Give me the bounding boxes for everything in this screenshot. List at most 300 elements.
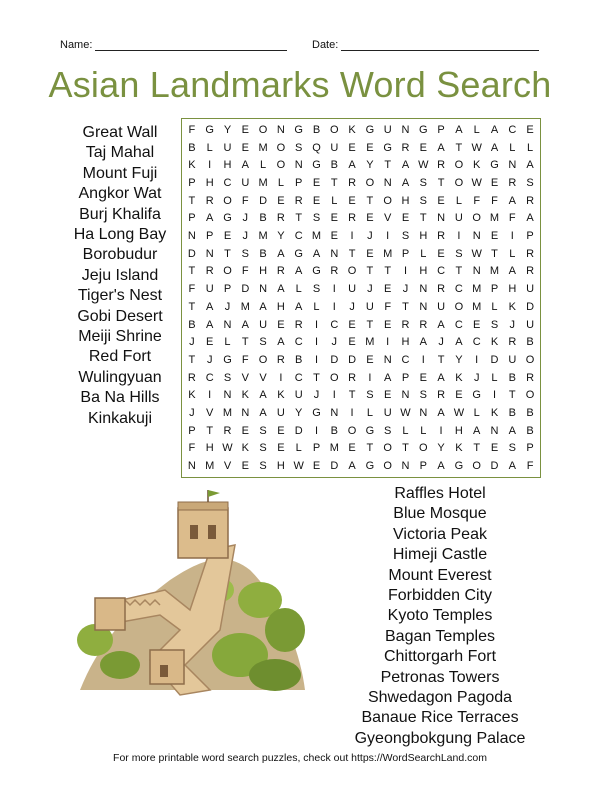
grid-letter: E — [277, 442, 285, 455]
grid-letter: D — [330, 353, 339, 366]
grid-letter: O — [258, 353, 268, 366]
grid-letter: P — [437, 123, 445, 136]
grid-letter: C — [437, 265, 446, 278]
grid-letter: E — [330, 212, 338, 225]
grid-letter: T — [366, 318, 374, 331]
grid-letter: I — [403, 265, 408, 278]
grid-letter: T — [313, 371, 320, 384]
grid-letter: A — [259, 407, 267, 420]
grid-letter: A — [206, 318, 214, 331]
grid-letter: A — [508, 194, 516, 207]
grid-letter: A — [384, 371, 392, 384]
grid-letter: T — [402, 300, 409, 313]
grid-letter: T — [330, 176, 338, 189]
grid-letter: E — [277, 194, 285, 207]
name-label: Name: — [60, 39, 93, 51]
grid-letter: T — [366, 194, 374, 207]
grid-letter: C — [294, 371, 303, 384]
grid-letter: L — [491, 371, 498, 384]
grid-letter: G — [312, 407, 321, 420]
grid-letter: E — [419, 371, 427, 384]
word-list-item: Himeji Castle — [392, 546, 488, 564]
word-search-grid — [181, 118, 541, 478]
grid-letter: P — [295, 176, 303, 189]
grid-letter: O — [454, 300, 464, 313]
grid-letter: A — [295, 300, 303, 313]
grid-letter: O — [347, 265, 357, 278]
grid-letter: N — [187, 460, 196, 473]
grid-letter: I — [439, 424, 443, 437]
grid-letter: S — [223, 371, 232, 384]
grid-letter: T — [206, 424, 214, 437]
grid-letter: G — [472, 389, 481, 402]
footer-text: For more printable word search puzzles, check out https://WordSearchLand.com — [113, 752, 487, 764]
grid-letter: A — [437, 460, 445, 473]
grid-letter: N — [472, 265, 481, 278]
grid-letter: I — [510, 230, 514, 243]
grid-letter: R — [348, 212, 357, 225]
grid-letter: D — [330, 460, 339, 473]
grid-letter: N — [419, 407, 428, 420]
grid-letter: G — [454, 460, 464, 473]
grid-letter: P — [188, 424, 196, 437]
grid-letter: V — [384, 212, 392, 225]
grid-letter: N — [401, 123, 410, 136]
grid-letter: S — [455, 247, 463, 260]
grid-letter: F — [526, 460, 534, 473]
grid-letter: J — [331, 336, 338, 349]
grid-letter: P — [419, 460, 427, 473]
grid-letter: L — [260, 159, 267, 172]
grid-letter: A — [241, 159, 249, 172]
grid-letter: S — [419, 389, 427, 402]
grid-letter: I — [314, 424, 319, 437]
grid-letter: E — [384, 283, 392, 296]
grid-letter: U — [241, 176, 250, 189]
grid-letter: W — [471, 176, 482, 189]
grid-letter: E — [348, 318, 356, 331]
grid-letter: C — [401, 353, 410, 366]
grid-letter: I — [208, 159, 212, 172]
grid-letter: I — [386, 230, 390, 243]
grid-letter: O — [419, 442, 428, 455]
word-list-item: Kinkakuji — [87, 409, 153, 427]
grid-letter: E — [490, 442, 499, 455]
grid-letter: A — [437, 318, 445, 331]
grid-letter: E — [366, 247, 374, 260]
word-list-item: Meiji Shrine — [78, 328, 162, 346]
grid-letter: K — [455, 371, 463, 384]
grid-letter: M — [365, 336, 375, 349]
grid-letter: Y — [223, 123, 232, 136]
grid-letter: I — [475, 353, 479, 366]
grid-letter: O — [454, 159, 464, 172]
name-line — [95, 38, 287, 51]
grid-letter: O — [472, 460, 481, 473]
grid-letter: E — [223, 230, 232, 243]
grid-letter: F — [241, 265, 249, 278]
grid-letter: A — [437, 141, 445, 154]
grid-letter: A — [473, 424, 481, 437]
grid-letter: O — [472, 212, 481, 225]
word-list-item: Gyeongbokgung Palace — [354, 729, 526, 747]
grid-letter: W — [400, 407, 411, 420]
grid-letter: B — [188, 318, 196, 331]
grid-letter: D — [294, 424, 303, 437]
grid-letter: R — [437, 230, 446, 243]
grid-letter: S — [259, 336, 267, 349]
grid-letter: W — [418, 159, 429, 172]
grid-letter: S — [419, 176, 427, 189]
grid-letter: A — [277, 283, 285, 296]
grid-letter: O — [383, 194, 392, 207]
grid-letter: T — [473, 442, 481, 455]
grid-letter: N — [259, 283, 268, 296]
grid-letter: C — [223, 176, 232, 189]
date-field — [312, 38, 539, 51]
grid-letter: L — [420, 247, 427, 260]
grid-letter: T — [384, 265, 392, 278]
grid-letter: M — [258, 176, 268, 189]
grid-letter: F — [241, 194, 249, 207]
word-list-item: Bagan Temples — [385, 627, 495, 645]
grid-letter: I — [350, 230, 354, 243]
grid-letter: C — [294, 336, 303, 349]
grid-letter: U — [205, 283, 214, 296]
grid-letter: A — [455, 336, 463, 349]
grid-letter: E — [241, 460, 249, 473]
grid-letter: I — [368, 371, 372, 384]
grid-letter: L — [366, 407, 373, 420]
grid-letter: O — [223, 194, 232, 207]
grid-letter: L — [473, 123, 480, 136]
grid-letter: W — [453, 407, 465, 420]
grid-letter: G — [205, 123, 214, 136]
grid-letter: G — [223, 212, 232, 225]
word-list-item: Kyoto Temples — [387, 607, 493, 625]
grid-letter: U — [276, 407, 285, 420]
grid-letter: G — [294, 123, 303, 136]
word-list-item: Banaue Rice Terraces — [361, 709, 519, 727]
grid-letter: Y — [295, 407, 303, 420]
grid-letter: O — [365, 176, 375, 189]
grid-letter: A — [508, 265, 516, 278]
grid-letter: H — [276, 300, 285, 313]
grid-letter: H — [401, 336, 410, 349]
grid-letter: U — [330, 141, 339, 154]
grid-letter: L — [420, 424, 427, 437]
grid-letter: A — [508, 424, 516, 437]
grid-letter: R — [187, 371, 196, 384]
grid-letter: G — [419, 123, 428, 136]
grid-letter: Q — [312, 141, 321, 154]
grid-letter: R — [330, 265, 339, 278]
grid-letter: C — [454, 318, 463, 331]
grid-letter: D — [187, 247, 196, 260]
grid-letter: U — [383, 407, 392, 420]
grid-letter: E — [455, 389, 463, 402]
grid-letter: R — [526, 247, 535, 260]
grid-letter: R — [401, 318, 410, 331]
grid-letter: C — [472, 336, 481, 349]
grid-letter: M — [472, 300, 482, 313]
grid-letter: P — [188, 176, 196, 189]
date-label: Date: — [312, 39, 339, 51]
grid-letter: C — [508, 123, 517, 136]
word-list-right — [330, 484, 550, 749]
grid-letter: K — [188, 389, 196, 402]
grid-letter: S — [259, 460, 267, 473]
grid-letter: W — [222, 442, 233, 455]
grid-letter: N — [205, 247, 214, 260]
grid-letter: I — [421, 353, 425, 366]
grid-letter: B — [508, 407, 516, 420]
grid-letter: N — [330, 407, 339, 420]
grid-letter: V — [241, 371, 249, 384]
grid-letter: A — [437, 407, 445, 420]
word-list-item: Burj Khalifa — [79, 205, 161, 223]
grid-letter: E — [206, 336, 214, 349]
grid-letter: I — [332, 389, 336, 402]
grid-letter: E — [241, 141, 249, 154]
grid-letter: N — [187, 230, 196, 243]
grid-letter: J — [224, 300, 231, 313]
grid-letter: R — [419, 318, 428, 331]
grid-letter: M — [205, 460, 215, 473]
grid-letter: G — [365, 424, 375, 437]
grid-letter: E — [348, 194, 356, 207]
grid-letter: T — [241, 336, 249, 349]
grid-letter: T — [455, 141, 463, 154]
grid-letter: H — [401, 194, 410, 207]
grid-letter: B — [508, 371, 516, 384]
grid-letter: K — [241, 442, 249, 455]
grid-letter: M — [489, 212, 500, 225]
grid-letter: H — [454, 424, 463, 437]
grid-letter: T — [348, 247, 356, 260]
word-list-item: Mount Fuji — [82, 164, 158, 182]
grid-letter: A — [508, 460, 516, 473]
grid-letter: L — [402, 424, 409, 437]
grid-letter: T — [384, 159, 392, 172]
grid-letter: Y — [366, 159, 374, 172]
grid-letter: H — [205, 176, 214, 189]
grid-letter: J — [242, 212, 249, 225]
grid-letter: P — [312, 442, 321, 455]
grid-letter: P — [223, 283, 232, 296]
grid-letter: A — [490, 123, 499, 136]
grid-letter: G — [294, 247, 303, 260]
grid-letter: A — [490, 141, 499, 154]
grid-letter: H — [419, 230, 428, 243]
grid-letter: P — [490, 283, 499, 296]
grid-letter: N — [401, 389, 410, 402]
grid-letter: L — [509, 141, 516, 154]
grid-letter: S — [312, 283, 321, 296]
grid-letter: T — [188, 265, 196, 278]
grid-letter: O — [383, 460, 392, 473]
grid-letter: A — [419, 336, 427, 349]
grid-letter: A — [348, 460, 356, 473]
grid-letter: L — [509, 247, 516, 260]
grid-letter: P — [526, 442, 534, 455]
grid-letter: L — [491, 300, 498, 313]
grid-letter: D — [241, 283, 250, 296]
grid-letter: E — [330, 230, 338, 243]
grid-letter: H — [259, 265, 268, 278]
grid-letter: O — [223, 265, 232, 278]
grid-letter: J — [509, 318, 516, 331]
grid-letter: J — [349, 300, 355, 313]
grid-letter: R — [205, 265, 214, 278]
grid-letter: I — [314, 318, 319, 331]
grid-letter: M — [311, 230, 322, 243]
date-line — [341, 38, 539, 51]
grid-letter: G — [223, 353, 232, 366]
grid-letter: A — [206, 300, 214, 313]
grid-letter: E — [312, 176, 321, 189]
word-list-item: Ba Na Hills — [80, 389, 160, 407]
grid-letter: N — [241, 407, 250, 420]
grid-letter: K — [490, 407, 499, 420]
grid-letter: L — [295, 283, 302, 296]
grid-letter: O — [276, 159, 286, 172]
grid-letter: I — [279, 371, 283, 384]
grid-letter: K — [188, 159, 196, 172]
grid-letter: O — [258, 123, 268, 136]
grid-letter: E — [366, 212, 374, 225]
grid-letter: J — [402, 283, 409, 296]
grid-letter: T — [348, 389, 356, 402]
grid-letter: L — [455, 194, 462, 207]
grid-letter: A — [259, 389, 267, 402]
grid-letter: S — [366, 389, 374, 402]
grid-letter: R — [401, 141, 410, 154]
grid-letter: S — [259, 424, 267, 437]
grid-letter: N — [383, 176, 392, 189]
grid-letter: N — [383, 353, 392, 366]
grid-letter: A — [312, 247, 321, 260]
word-list-item: Red Fort — [88, 348, 152, 366]
grid-letter: U — [294, 389, 303, 402]
grid-letter: R — [205, 194, 214, 207]
grid-letter: K — [348, 123, 356, 136]
great-wall-illustration — [60, 490, 310, 700]
grid-letter: R — [526, 371, 535, 384]
grid-letter: D — [490, 460, 499, 473]
grid-letter: I — [332, 283, 336, 296]
grid-letter: Y — [437, 442, 445, 455]
word-list-item: Chittorgarh Fort — [383, 648, 497, 666]
grid-letter: J — [189, 336, 195, 349]
grid-letter: A — [259, 300, 267, 313]
grid-letter: N — [508, 159, 517, 172]
grid-letter: J — [242, 230, 249, 243]
grid-letter: N — [419, 300, 428, 313]
grid-letter: N — [490, 424, 499, 437]
grid-letter: B — [526, 424, 534, 437]
grid-letter: H — [205, 442, 214, 455]
grid-letter: D — [348, 353, 357, 366]
word-list-item: Ha Long Bay — [73, 226, 167, 244]
grid-letter: B — [330, 424, 338, 437]
grid-letter: N — [472, 230, 481, 243]
grid-letter: R — [348, 176, 357, 189]
grid-letter: O — [276, 141, 286, 154]
grid-letter: M — [258, 141, 268, 154]
grid-letter: S — [241, 247, 249, 260]
grid-letter: W — [471, 247, 482, 260]
grid-letter: S — [312, 212, 321, 225]
grid-letter: N — [294, 159, 303, 172]
grid-letter: O — [347, 424, 357, 437]
grid-letter: E — [366, 353, 374, 366]
grid-letter: E — [277, 424, 285, 437]
word-list-left — [60, 123, 180, 429]
grid-letter: O — [525, 353, 535, 366]
grid-letter: T — [366, 442, 374, 455]
word-list-item: Angkor Wat — [78, 185, 162, 203]
grid-letter: L — [277, 176, 284, 189]
grid-letter: W — [471, 141, 482, 154]
grid-letter: C — [454, 283, 463, 296]
grid-letter: T — [188, 194, 196, 207]
grid-letter: E — [490, 176, 499, 189]
grid-letter: U — [223, 141, 232, 154]
grid-letter: I — [457, 230, 461, 243]
grid-letter: F — [508, 212, 516, 225]
grid-letter: Y — [277, 230, 285, 243]
grid-letter: E — [384, 389, 392, 402]
grid-letter: M — [489, 265, 500, 278]
grid-letter: B — [526, 407, 534, 420]
grid-letter: O — [525, 389, 535, 402]
grid-letter: E — [437, 194, 445, 207]
grid-letter: R — [294, 318, 303, 331]
grid-letter: E — [241, 424, 249, 437]
grid-letter: U — [437, 300, 446, 313]
grid-letter: O — [454, 176, 464, 189]
grid-letter: N — [223, 318, 232, 331]
grid-letter: J — [313, 389, 320, 402]
grid-letter: T — [437, 176, 445, 189]
word-list-item: Tiger's Nest — [77, 287, 163, 305]
grid-letter: L — [313, 300, 320, 313]
grid-letter: E — [348, 141, 356, 154]
grid-letter: F — [384, 300, 392, 313]
page-title: Asian Landmarks Word Search — [48, 64, 552, 105]
word-list-item: Borobudur — [82, 246, 158, 264]
grid-letter: J — [206, 353, 213, 366]
grid-letter: G — [365, 460, 375, 473]
grid-letter: M — [258, 230, 268, 243]
grid-letter: A — [455, 123, 463, 136]
grid-letter: O — [330, 123, 339, 136]
grid-letter: R — [508, 336, 517, 349]
grid-letter: V — [259, 371, 267, 384]
grid-letter: S — [259, 442, 267, 455]
grid-letter: E — [241, 123, 249, 136]
grid-letter: U — [508, 353, 517, 366]
grid-letter: T — [188, 300, 196, 313]
grid-letter: K — [490, 336, 499, 349]
grid-letter: S — [401, 230, 410, 243]
grid-letter: S — [508, 442, 516, 455]
grid-letter: R — [294, 194, 303, 207]
grid-letter: R — [276, 212, 285, 225]
grid-letter: C — [330, 318, 339, 331]
grid-letter: D — [259, 194, 268, 207]
